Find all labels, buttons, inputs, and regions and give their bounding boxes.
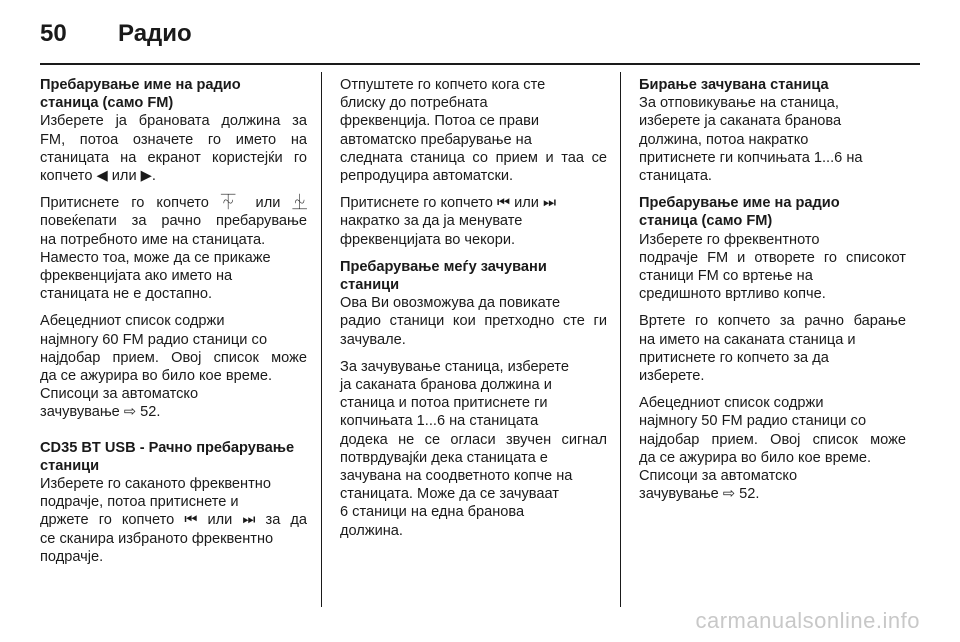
paragraph-line: станицата. Може да се зачуваат <box>340 486 559 503</box>
paragraph-line: Изберете го фреквентното <box>639 231 820 248</box>
paragraph-line: Абецедниот список содржи <box>639 395 824 412</box>
paragraph-line: ја саканата бранова должина и <box>340 377 552 394</box>
text-column-1 <box>40 76 307 575</box>
page-header <box>40 14 192 54</box>
paragraph-line: зачувување ⇨ 52. <box>40 404 161 421</box>
column-divider <box>321 72 322 607</box>
paragraph-line: Абецедниот список содржи <box>40 313 225 330</box>
paragraph <box>639 76 906 185</box>
watermark: carmanualsonline.info <box>695 608 920 633</box>
paragraph-line: потврдувајќи дека станицата е <box>340 449 548 466</box>
paragraph <box>639 312 906 385</box>
paragraph-line: Изберете го саканото фреквентно <box>40 476 271 493</box>
paragraph-line: подрачје. <box>40 548 104 565</box>
paragraph-heading-line: Пребарување име на радио <box>40 77 241 93</box>
paragraph-line: станици FM со вртење на <box>639 268 813 285</box>
paragraph-line: блиску до потребната <box>340 95 488 112</box>
paragraph-heading-line: станица (само FM) <box>40 95 174 112</box>
paragraph-line: станицата на екранот користејќи го <box>40 149 307 166</box>
paragraph-line: станицата. <box>639 168 712 185</box>
paragraph-line: Изберете ја брановата должина за <box>40 113 307 130</box>
paragraph-heading-line: станици <box>340 277 400 294</box>
paragraph-line: станица и потоа притиснете ги <box>340 395 548 412</box>
paragraph-line: фреквенцијата во чекори. <box>340 231 516 248</box>
paragraph-line: Ова Ви овозможува да повикате <box>340 295 561 312</box>
paragraph-line: репродуцира автоматски. <box>340 168 514 185</box>
paragraph-line: се сканира избраното фреквентно <box>40 530 274 547</box>
paragraph-line: да се ажурира во било кое време. <box>639 449 872 466</box>
paragraph-line: 6 станици на една бранова <box>340 504 525 521</box>
paragraph-line: на името на саканата станица и <box>639 331 856 348</box>
paragraph-line: копчето ◀ или ▶. <box>40 168 156 185</box>
paragraph-heading-line: Пребарување меѓу зачувани <box>340 258 547 275</box>
paragraph-line: изберете. <box>639 368 705 385</box>
paragraph <box>40 194 307 303</box>
paragraph-line: должина. <box>340 522 403 539</box>
paragraph-heading-line: станица (само FM) <box>639 213 773 230</box>
paragraph-line: додека не се огласи звучен сигнал <box>340 431 607 448</box>
paragraph-heading-line: CD35 BT USB - Рачно пребарување <box>40 439 295 456</box>
paragraph-line: накратко за да ја менувате <box>340 213 523 230</box>
paragraph <box>340 76 607 185</box>
text-column-2 <box>340 76 607 549</box>
paragraph <box>639 194 906 303</box>
paragraph-line: FM, потоа означете го името на <box>40 131 307 148</box>
paragraph <box>40 312 307 421</box>
paragraph-line: да се ажурира во било кое време. <box>40 368 273 385</box>
paragraph-line: радио станици кои претходно сте ги <box>340 313 607 330</box>
paragraph-line: најмногу 50 FM радио станици со <box>639 413 867 430</box>
paragraph-line: притиснете го копчето за да <box>639 349 829 366</box>
column-divider <box>620 72 621 607</box>
paragraph <box>40 76 307 185</box>
paragraph-line: Списоци за автоматско <box>639 468 798 485</box>
paragraph-line: следната станица со прием и таа се <box>340 149 607 166</box>
paragraph <box>340 358 607 540</box>
paragraph-line: фреквенцијата ако името на <box>40 268 233 285</box>
text-column-3 <box>639 76 906 512</box>
paragraph-line: автоматско пребарување на <box>340 131 532 148</box>
paragraph-line: најмногу 60 FM радио станици со <box>40 331 268 348</box>
paragraph-line: притиснете ги копчињата 1...6 на <box>639 149 863 166</box>
paragraph-line: копчињата 1...6 на станицата <box>340 413 539 430</box>
paragraph-line: должина, потоа накратко <box>639 131 809 148</box>
paragraph-line: Притиснете го копчето ⏮ или ⏭ <box>340 195 557 212</box>
paragraph-line: станицата не е достапно. <box>40 286 213 303</box>
paragraph-line: подрачје, потоа притиснете и <box>40 494 239 511</box>
paragraph <box>340 258 607 349</box>
paragraph-line: зачувување ⇨ 52. <box>639 486 760 503</box>
paragraph-line: Вртете го копчето за рачно барање <box>639 313 906 330</box>
header-rule <box>40 63 920 65</box>
paragraph-heading-line: Пребарување име на радио <box>639 195 840 212</box>
paragraph-line: зачувале. <box>340 331 406 348</box>
paragraph <box>340 194 607 249</box>
paragraph-line: најдобар прием. Овој список може <box>639 431 906 448</box>
paragraph-line: фреквенција. Потоа се прави <box>340 113 539 130</box>
paragraph-line: средишното вртливо копче. <box>639 286 826 303</box>
paragraph-line: Притиснете го копчето ⏇ или ⏈ <box>40 195 307 212</box>
paragraph-line: на потребното име на станицата. <box>40 231 266 248</box>
paragraph-line: најдобар прием. Овој список може <box>40 349 307 366</box>
paragraph <box>40 439 307 566</box>
paragraph-line: За зачувување станица, изберете <box>340 358 569 375</box>
paragraph-line: повеќепати за рачно пребарување <box>40 213 307 230</box>
paragraph-line: За отповикување на станица, <box>639 95 839 112</box>
paragraph-line: Отпуштете го копчето кога сте <box>340 77 546 93</box>
paragraph-heading-line: станици <box>40 457 100 474</box>
paragraph-line: држете го копчето ⏮ или ⏭ за да <box>40 512 307 529</box>
page-number: 50 <box>40 20 67 47</box>
paragraph-line: Наместо тоа, може да се прикаже <box>40 249 271 266</box>
paragraph-line: Списоци за автоматско <box>40 386 199 403</box>
paragraph-line: зачувана на соодветното копче на <box>340 468 573 485</box>
section-title: Радио <box>118 20 192 47</box>
paragraph-line: изберете ја саканата бранова <box>639 113 842 130</box>
paragraph <box>639 394 906 503</box>
paragraph-heading-line: Бирање зачувана станица <box>639 77 829 93</box>
paragraph-line: подрачје FM и отворете го списокот <box>639 249 906 266</box>
